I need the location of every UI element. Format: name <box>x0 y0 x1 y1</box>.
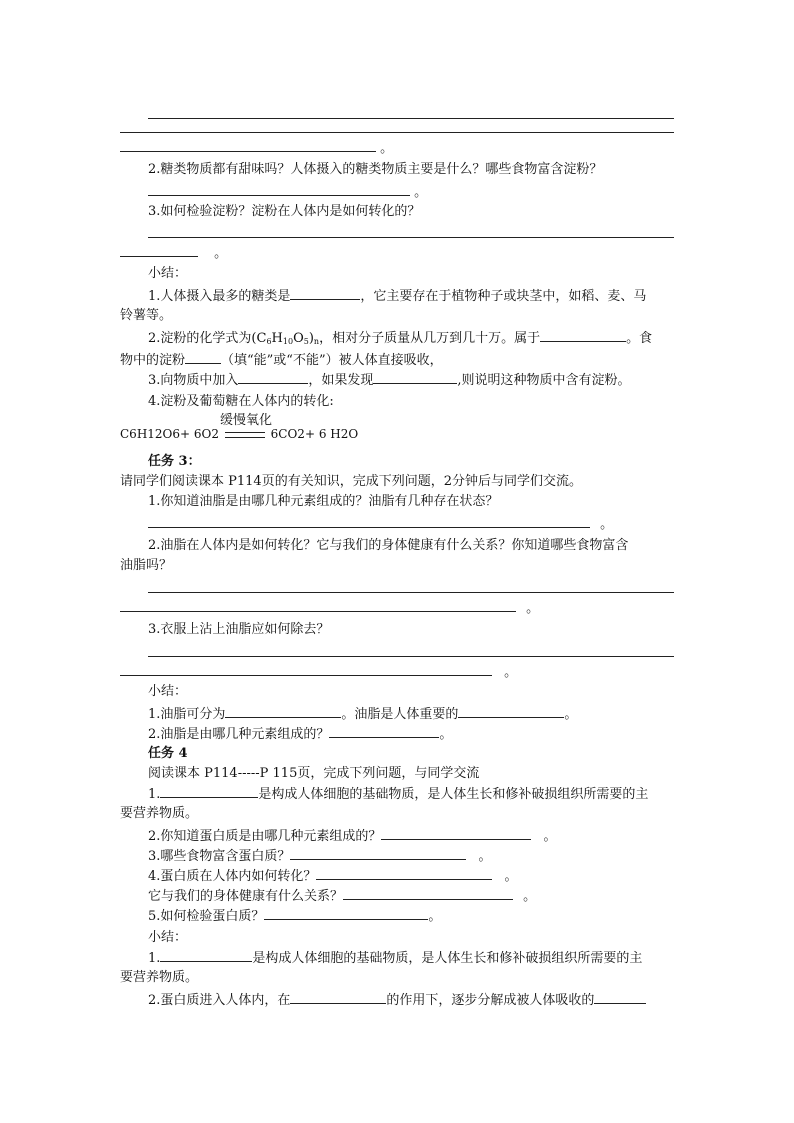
answer-line[interactable] <box>148 118 674 119</box>
summary-item-3: 3.向物质中加入 ，如果发现 ,则说明这种物质中含有淀粉。 <box>120 370 680 391</box>
answer-blank[interactable] <box>120 598 516 612</box>
task4-question-2: 2.你知道蛋白质是由哪几种元素组成的？ 。 <box>120 826 680 847</box>
task4-question-1-cont: 要营养物质。 <box>120 806 199 821</box>
answer-line[interactable] <box>148 237 674 238</box>
summary-title: 小结： <box>148 684 188 699</box>
answer-line-row <box>120 514 680 535</box>
question-sugar-2: 2.糖类物质都有甜味吗？人体摄入的糖类物质主要是什么？哪些食物富含淀粉？ <box>148 162 603 177</box>
fill-blank[interactable] <box>594 990 646 1004</box>
summary-item-2-cont: 物中的淀粉 （填“能”或“不能”）被人体直接吸收， <box>120 350 680 371</box>
task4-question-1: 1. 是构成人体细胞的基础物质，是人体生长和修补破损组织所需要的主 <box>120 784 680 805</box>
fill-blank[interactable] <box>290 286 360 300</box>
task3-intro: 请同学们阅读课本 P114页的有关知识，完成下列问题，2分钟后与同学们交流。 <box>120 474 582 489</box>
period: 。 <box>526 601 540 616</box>
answer-line-row <box>120 182 680 203</box>
fill-blank[interactable] <box>458 704 564 718</box>
summary2-item-1: 1.油脂可分为 。油脂是人体重要的 。 <box>120 704 680 725</box>
answer-blank[interactable] <box>120 243 198 257</box>
fill-blank[interactable] <box>540 328 626 342</box>
answer-blank[interactable] <box>381 826 531 840</box>
fill-blank[interactable] <box>160 948 252 962</box>
answer-blank[interactable] <box>290 846 466 860</box>
summary-item-1: 1.人体摄入最多的糖类是 ，它主要存在于植物种子或块茎中，如稻、麦、马 <box>120 286 680 307</box>
task4-question-4: 4.蛋白质在人体内如何转化？ 。 <box>120 866 680 887</box>
summary-item-4: 4.淀粉及葡萄糖在人体内的转化: <box>148 394 334 409</box>
answer-line-row <box>120 138 680 159</box>
fill-blank[interactable] <box>225 704 341 718</box>
summary-item-2: 2.淀粉的化学式为$(C_6H_{10}O_5)_n$，相对分子质量从几万到几十万。属于 。食 <box>120 328 680 349</box>
answer-line[interactable] <box>120 132 674 133</box>
fill-blank[interactable] <box>290 990 386 1004</box>
task4-intro: 阅读课本 P114-----P 115页，完成下列问题，与同学交流 <box>148 766 480 781</box>
task3-question-1: 1.你知道油脂是由哪几种元素组成的？油脂有几种存在状态？ <box>148 494 499 509</box>
fill-blank[interactable] <box>185 350 221 364</box>
task3-question-2: 2.油脂在人体内是如何转化？它与我们的身体健康有什么关系？你知道哪些食物富含 <box>148 538 629 553</box>
fill-blank[interactable] <box>329 724 439 738</box>
answer-line-row <box>120 662 680 683</box>
answer-line[interactable] <box>148 656 674 657</box>
summary-title: 小结： <box>148 930 188 945</box>
period: 。 <box>214 246 228 261</box>
summary3-item-2: 2.蛋白质进入人体内，在 的作用下，逐步分解成被人体吸收的 <box>120 990 680 1011</box>
task3-question-2-cont: 油脂吗？ <box>120 558 173 573</box>
period: 。 <box>380 141 394 156</box>
equation-right: 6CO2+ 6 H2O <box>270 427 359 441</box>
answer-line-row <box>120 243 680 264</box>
answer-blank[interactable] <box>316 866 492 880</box>
equation-condition: 缓慢氧化 <box>220 413 273 428</box>
summary-title: 小结： <box>148 266 188 281</box>
answer-line-row <box>120 598 680 619</box>
task4-question-3: 3.哪些食物富含蛋白质？ 。 <box>120 846 680 867</box>
answer-blank[interactable] <box>120 138 376 152</box>
task3-question-3: 3.衣服上沾上油脂应如何除去？ <box>148 622 330 637</box>
fill-blank[interactable] <box>373 370 457 384</box>
summary3-item-1-cont: 要营养物质。 <box>120 970 199 985</box>
task4-question-5: 5.如何检验蛋白质？ 。 <box>120 906 680 927</box>
fill-blank[interactable] <box>160 784 258 798</box>
period: 。 <box>600 517 614 532</box>
summary-item-1-cont: 铃薯等。 <box>120 308 173 323</box>
equation <box>120 424 680 444</box>
answer-blank[interactable] <box>343 886 513 900</box>
period: 。 <box>504 665 518 680</box>
task4-title: 任务 4 <box>148 746 188 761</box>
question-sugar-3: 3.如何检验淀粉？淀粉在人体内是如何转化的？ <box>148 204 421 219</box>
summary3-item-1: 1. 是构成人体细胞的基础物质，是人体生长和修补破损组织所需要的主 <box>120 948 680 969</box>
summary2-item-2: 2.油脂是由哪几种元素组成的？ 。 <box>120 724 680 745</box>
task3-title: 任务 3： <box>148 454 201 469</box>
answer-blank[interactable] <box>148 182 410 196</box>
task4-question-4-cont: 它与我们的身体健康有什么关系？ 。 <box>120 886 680 907</box>
answer-blank[interactable] <box>264 906 428 920</box>
fill-blank[interactable] <box>238 370 308 384</box>
answer-blank[interactable] <box>120 662 492 676</box>
answer-line[interactable] <box>148 592 674 593</box>
equation-left: C6H12O6+ 6O2 <box>120 427 219 441</box>
equation-arrow <box>225 432 265 438</box>
period: 。 <box>414 185 428 200</box>
answer-blank[interactable] <box>148 514 590 528</box>
